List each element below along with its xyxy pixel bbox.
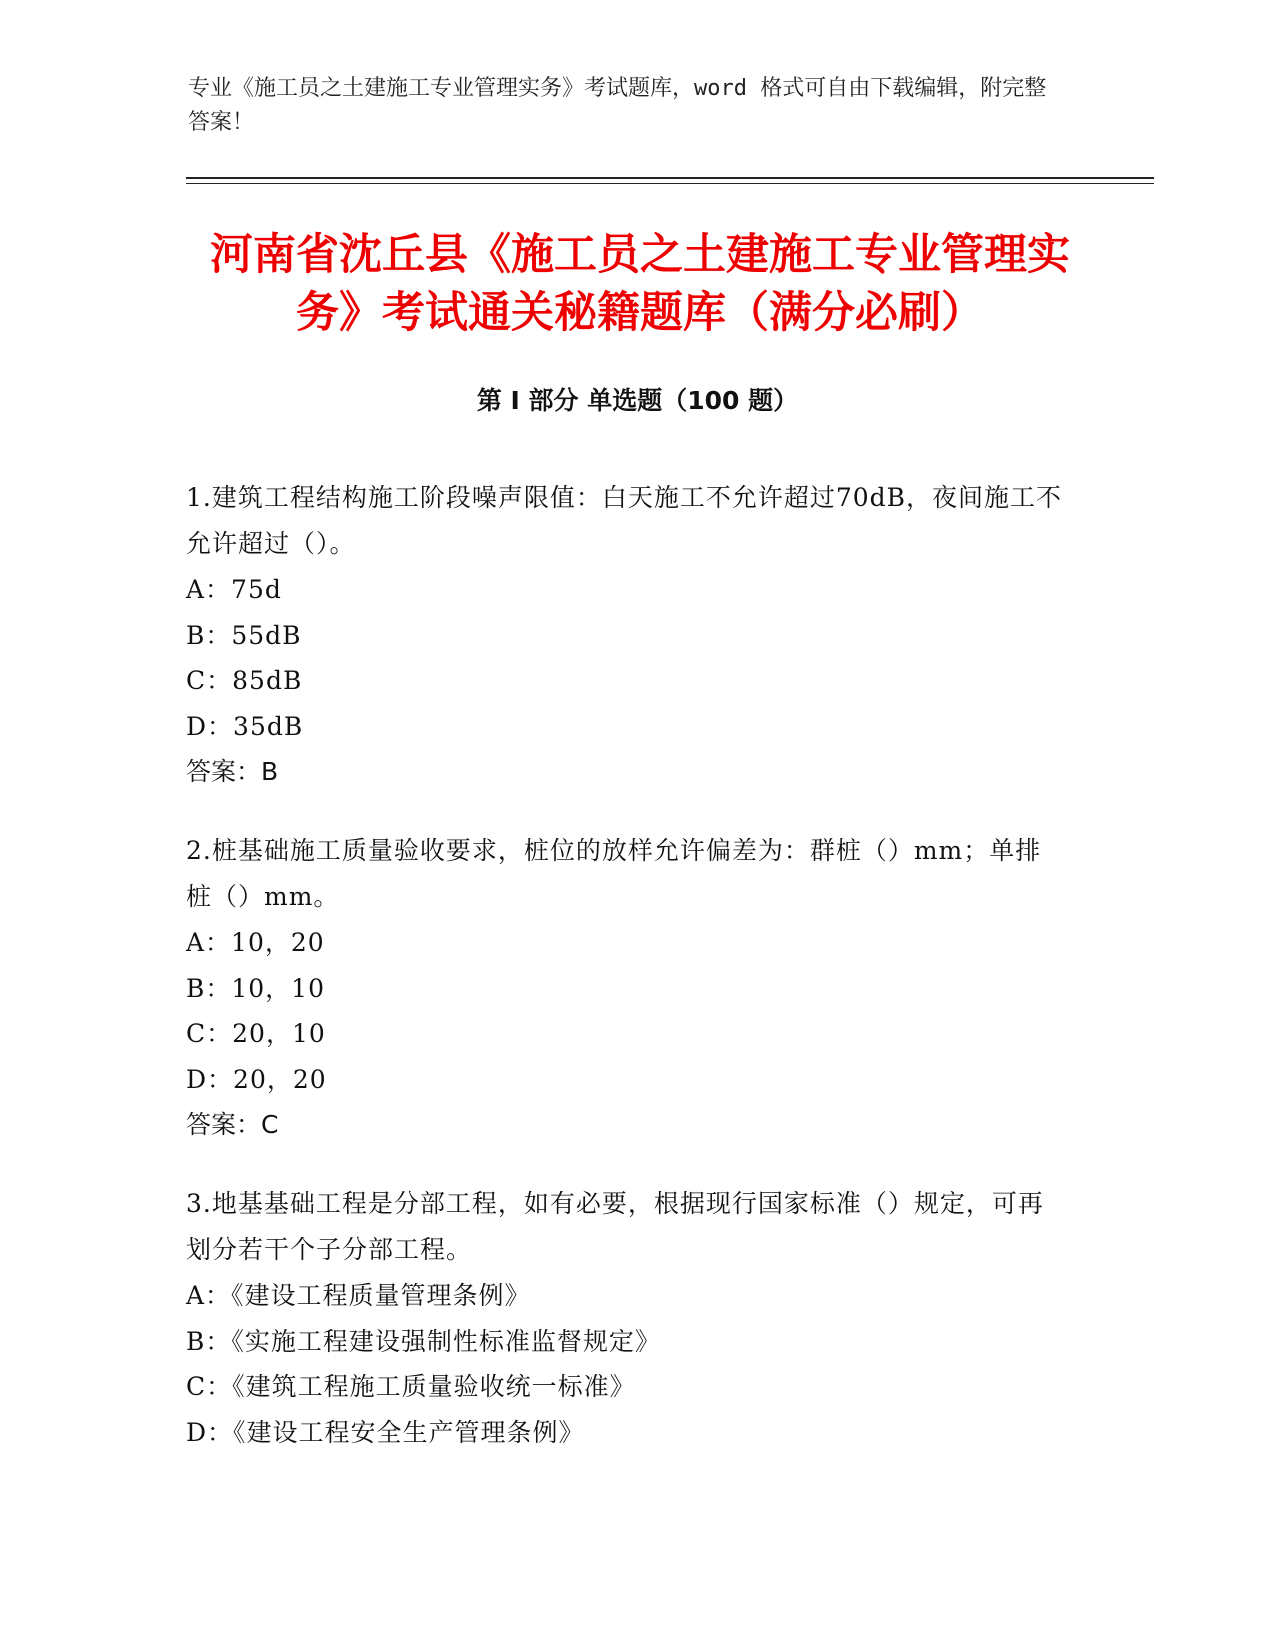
document-title: 河南省沈丘县《施工员之土建施工专业管理实务》考试通关秘籍题库（满分必刷） [210, 230, 1070, 338]
question-stem: 1.建筑工程结构施工阶段噪声限值：白天施工不允许超过70dB，夜间施工不允许超过（）。 [186, 483, 1063, 558]
question-2 [186, 828, 1066, 1147]
question-stem: 2.桩基础施工质量验收要求，桩位的放样允许偏差为：群桩（）mm；单排桩（）mm。 [186, 836, 1042, 911]
option-b: B：10，10 [186, 973, 325, 1003]
option-d: D：20，20 [186, 1064, 327, 1094]
question-1 [186, 475, 1066, 794]
option-c: C：20，10 [186, 1019, 326, 1048]
header-note: 专业《施工员之土建施工专业管理实务》考试题库，word 格式可自由下载编辑，附完整答案！ [188, 76, 1047, 135]
question-stem: 3.地基基础工程是分部工程，如有必要，根据现行国家标准（）规定，可再划分若干个子分部工程。 [186, 1189, 1044, 1264]
option-c: C：85dB [186, 666, 303, 695]
option-a: A：10，20 [186, 928, 325, 957]
header-divider-thick [186, 177, 1154, 179]
option-a: A：《建设工程质量管理条例》 [186, 1281, 531, 1310]
option-c: C：《建筑工程施工质量验收统一标准》 [186, 1372, 636, 1401]
option-d: D：35dB [186, 711, 304, 741]
answer: 答案：C [186, 1110, 279, 1139]
option-a: A：75d [186, 575, 282, 604]
option-d: D：《建设工程安全生产管理条例》 [186, 1417, 585, 1447]
option-b: B：《实施工程建设强制性标准监督规定》 [186, 1326, 661, 1356]
section-heading: 第 I 部分 单选题（100 题） [476, 386, 799, 415]
answer: 答案：B [186, 757, 279, 786]
question-3 [186, 1181, 1066, 1455]
option-b: B：55dB [186, 620, 302, 650]
header-divider-thin [186, 183, 1154, 184]
question-list [186, 475, 1066, 1489]
